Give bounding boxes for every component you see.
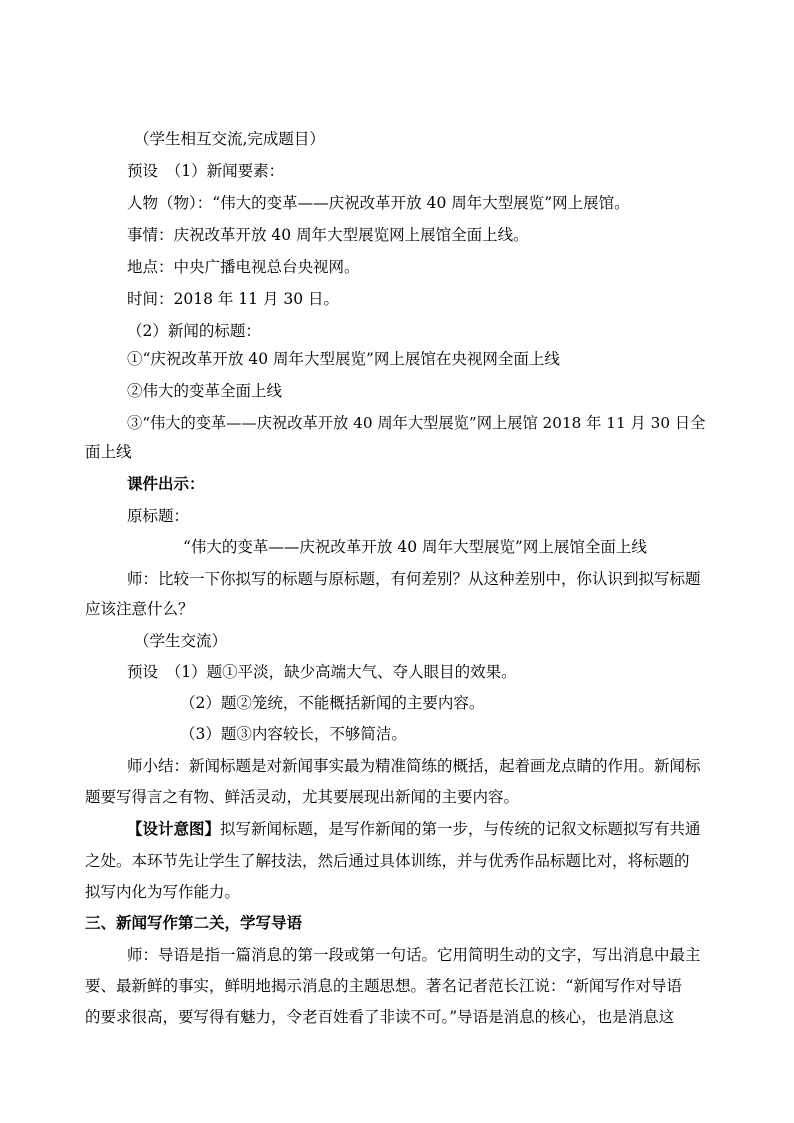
- text-line: 事情：庆祝改革开放 40 周年大型展览网上展馆全面上线。: [127, 226, 529, 244]
- text-line: 师小结：新闻标题是对新闻事实最为精准简练的概括，起着画龙点睛的作用。新闻标: [127, 757, 701, 775]
- text-line: 题要写得言之有物、鲜活灵动，尤其要展现出新闻的主要内容。: [85, 788, 520, 806]
- text-line: （2）新闻的标题：: [127, 322, 261, 340]
- text-line: 之处。本环节先让学生了解技法，然后通过具体训练，并与优秀作品标题比对，将标题的: [85, 852, 690, 870]
- section-label: 课件出示：: [127, 474, 205, 493]
- text-line: ②伟大的变革全面上线: [127, 382, 283, 400]
- text-line: 师：导语是指一篇消息的第一段或第一句话。它用简明生动的文字，写出消息中最主: [127, 946, 701, 964]
- text-line: （学生相互交流,完成题目）: [134, 130, 325, 148]
- text-line: 人物（物）：“伟大的变革——庆祝改革开放 40 周年大型展览”网上展馆。: [127, 194, 630, 212]
- text-line: 的要求很高，要写得有魅力，令老百姓看了非读不可。”导语是消息的核心，也是消息这: [85, 1008, 675, 1026]
- text-line: （学生交流）: [134, 632, 228, 650]
- text-line: 师：比较一下你拟写的标题与原标题，有何差别？从这种差别中，你认识到拟写标题: [127, 570, 701, 588]
- text-line: 拟写新闻标题，是写作新闻的第一步，与传统的记叙文标题拟写有共通: [220, 820, 701, 838]
- text-line: 预设 （1）题①平淡，缺少高端大气、夺人眼目的效果。: [127, 663, 517, 681]
- text-line: 地点：中央广播电视总台央视网。: [127, 258, 360, 276]
- text-line: 要、最新鲜的事实，鲜明地揭示消息的主题思想。著名记者范长江说：“新闻写作对导语: [85, 977, 682, 995]
- text-line: 时间：2018 年 11 月 30 日。: [127, 290, 340, 308]
- text-line: （3）题③内容较长，不够简洁。: [180, 725, 407, 743]
- text-line: （2）题②笼统，不能概括新闻的主要内容。: [180, 694, 485, 712]
- text-line: 拟写内化为写作能力。: [85, 883, 241, 901]
- design-intent-paragraph: [127, 818, 701, 840]
- text-line: 预设 （1）新闻要素：: [127, 162, 285, 180]
- original-title: “伟大的变革——庆祝改革开放 40 周年大型展览”网上展馆全面上线: [183, 538, 647, 556]
- section-heading: 三、新闻写作第二关，学写导语: [85, 913, 303, 932]
- text-line: ③“伟大的变革——庆祝改革开放 40 周年大型展览”网上展馆 2018 年 11 月 30 日全: [127, 414, 706, 432]
- text-line: 应该注意什么？: [85, 600, 194, 618]
- text-line: 原标题：: [127, 507, 190, 525]
- design-intent-label: 【设计意图】: [127, 819, 221, 838]
- text-line: 面上线: [85, 443, 132, 461]
- text-line: ①“庆祝改革开放 40 周年大型展览”网上展馆在央视网全面上线: [127, 350, 560, 368]
